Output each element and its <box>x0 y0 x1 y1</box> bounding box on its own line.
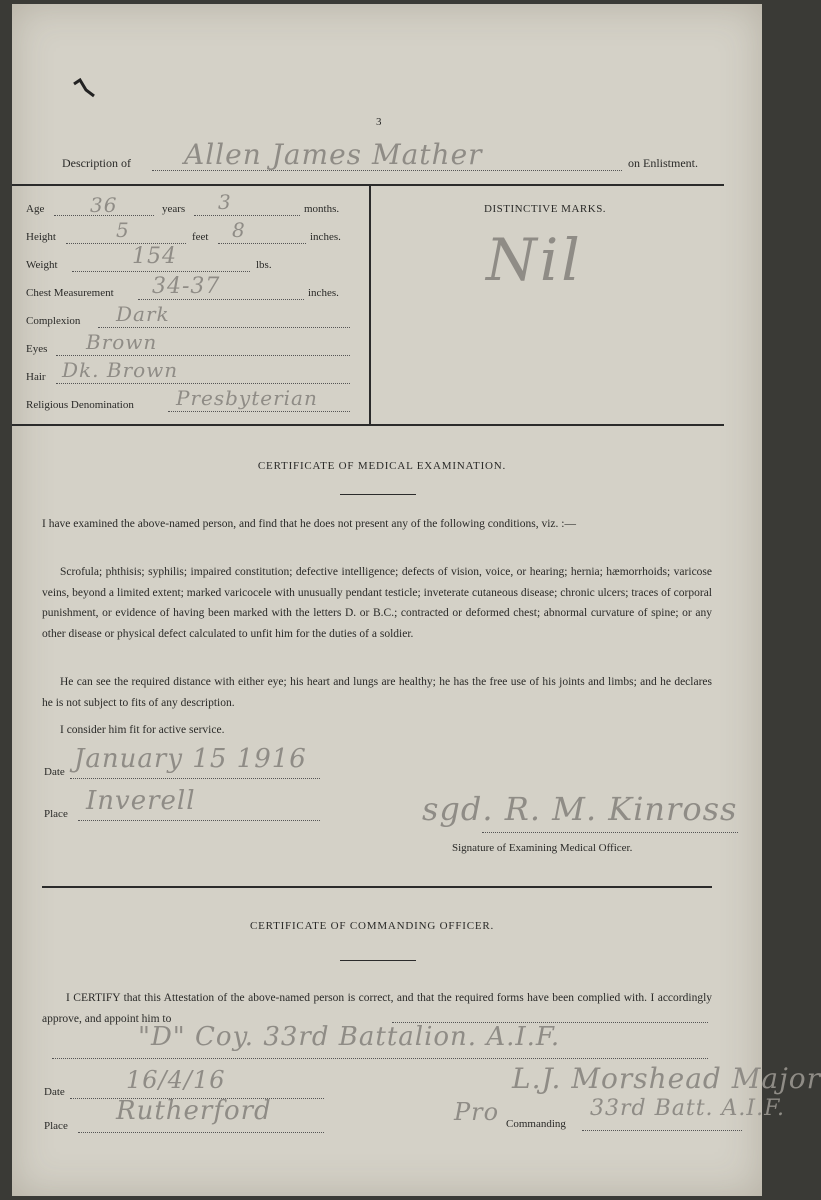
medical-place-value: Inverell <box>86 786 196 816</box>
distinctive-marks-heading: DISTINCTIVE MARKS. <box>484 203 607 215</box>
chest-line <box>138 299 304 300</box>
appoint-line-2 <box>52 1058 708 1059</box>
commanding-line <box>582 1130 742 1131</box>
commanding-top-rule <box>42 886 712 888</box>
age-years-value: 36 <box>90 193 118 217</box>
medical-date-line <box>70 778 320 779</box>
recruit-name: Allen James Mather <box>184 138 483 171</box>
weight-label: Weight <box>26 259 58 271</box>
eyes-value: Brown <box>86 330 158 354</box>
inches-label: inches. <box>310 231 341 243</box>
description-suffix: on Enlistment. <box>628 156 698 170</box>
eyes-line <box>56 355 350 356</box>
check-mark-icon <box>72 76 96 98</box>
medical-place-line <box>78 820 320 821</box>
complexion-line <box>98 327 350 328</box>
height-label: Height <box>26 231 56 243</box>
commanding-place-value: Rutherford <box>116 1096 272 1126</box>
table-top-rule <box>12 184 724 186</box>
medical-date-label: Date <box>44 766 65 778</box>
medical-paragraph-3: He can see the required distance with either eye; his heart and lungs are healthy; he has the free use of his joints and limbs; and he declares he is not subject to fits of any description. <box>42 676 712 709</box>
chest-label: Chest Measurement <box>26 287 114 299</box>
hair-label: Hair <box>26 371 46 383</box>
religion-label: Religious Denomination <box>26 399 134 411</box>
height-inches-value: 8 <box>232 218 246 242</box>
hair-line <box>56 383 350 384</box>
certify-word: CERTIFY <box>73 992 121 1004</box>
commanding-place-label: Place <box>44 1120 68 1132</box>
weight-value: 154 <box>132 244 177 269</box>
distinctive-marks-value: Nil <box>486 226 583 294</box>
certify-rest: that this Attestation of the above-named person is correct, and that the required forms have been complied with. I accordingly approve, and appoint him to <box>42 992 713 1025</box>
medical-paragraph-1: I have examined the above-named person, and find that he does not present any of the following conditions, viz. :— <box>42 518 576 530</box>
feet-label: feet <box>192 231 209 243</box>
commanding-value: 33rd Batt. A.I.F. <box>590 1096 785 1121</box>
complexion-value: Dark <box>116 302 170 326</box>
hair-value: Dk. Brown <box>62 358 179 382</box>
height-inches-line <box>218 243 306 244</box>
complexion-label: Complexion <box>26 315 81 327</box>
medical-paragraph-4: I consider him fit for active service. <box>60 724 225 736</box>
medical-signature: sgd. R. M. Kinross <box>422 790 738 828</box>
age-months-value: 3 <box>218 190 232 214</box>
years-label: years <box>162 203 186 215</box>
commanding-date-label: Date <box>44 1086 65 1098</box>
commanding-label: Commanding <box>506 1118 566 1130</box>
certify-i: I <box>66 992 70 1004</box>
pro-label: Pro <box>454 1098 500 1126</box>
commanding-date-value: 16/4/16 <box>126 1066 226 1094</box>
medical-signature-line <box>482 832 738 833</box>
commanding-place-line <box>78 1132 324 1133</box>
medical-signature-label: Signature of Examining Medical Officer. <box>452 842 633 854</box>
attestation-page <box>12 4 821 1196</box>
medical-place-label: Place <box>44 808 68 820</box>
height-feet-value: 5 <box>116 218 130 242</box>
chest-value: 34-37 <box>152 274 221 299</box>
months-label: months. <box>304 203 340 215</box>
medical-paragraph-2: Scrofula; phthisis; syphilis; impaired constitution; defective intelligence; defects of vision, voice, or hearing; hernia; hæmorrhoids; varicose veins, beyond a limited extent; marked varicocele with unusually pendant testicle; inveterate cutaneous disease; chronic ulcers; traces of corporal punishment, or evidence of having been marked with the letters D. or B.C.; contracted or deformed chest; abnormal curvature of spine; or any other disease or physical defect calculated to unfit him for the duties of a soldier. <box>42 566 712 640</box>
table-divider <box>369 186 371 424</box>
commanding-signature: L.J. Morshead Major <box>512 1062 821 1095</box>
commanding-heading: CERTIFICATE OF COMMANDING OFFICER. <box>249 920 495 932</box>
weight-line <box>72 271 250 272</box>
religion-value: Presbyterian <box>176 386 318 410</box>
medical-heading-underline <box>340 494 416 495</box>
medical-date-value: January 15 1916 <box>74 744 307 774</box>
medical-heading: CERTIFICATE OF MEDICAL EXAMINATION. <box>257 460 507 472</box>
description-prefix: Description of <box>62 156 131 170</box>
eyes-label: Eyes <box>26 343 48 355</box>
table-bottom-rule <box>12 424 724 426</box>
chest-inches-label: inches. <box>308 287 339 299</box>
religion-line <box>168 411 350 412</box>
commanding-heading-underline <box>340 960 416 961</box>
age-label: Age <box>26 203 45 215</box>
unit-value: "D" Coy. 33rd Battalion. A.I.F. <box>138 1022 561 1052</box>
lbs-label: lbs. <box>256 259 272 271</box>
age-months-line <box>194 215 300 216</box>
page-number: 3 <box>376 116 382 128</box>
